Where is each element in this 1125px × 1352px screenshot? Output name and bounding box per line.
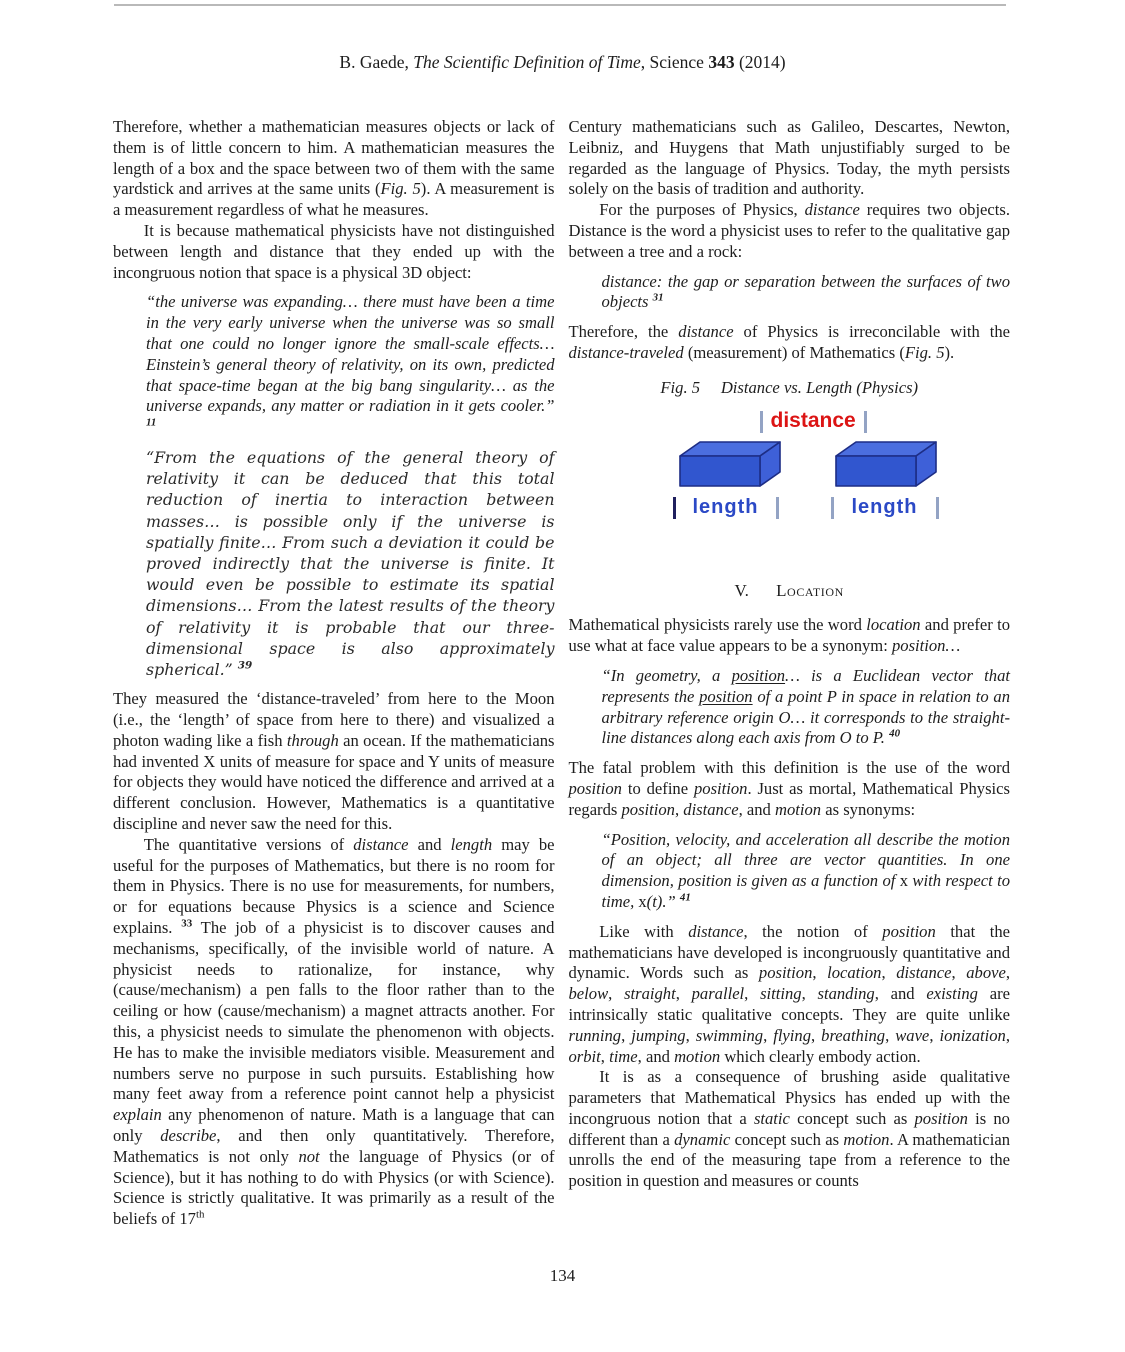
- text-run: ,: [685, 1025, 696, 1045]
- text-run: position: [568, 778, 622, 798]
- length-label-group-right: [831, 497, 939, 519]
- box-front-face: [680, 456, 760, 486]
- text-run: to define: [621, 778, 694, 798]
- block-quote: [602, 272, 1011, 314]
- text-run: and: [408, 834, 451, 854]
- paragraph: [569, 758, 1011, 820]
- text-run: , the notion of: [743, 921, 883, 941]
- text-run: motion: [843, 1129, 890, 1149]
- text-run: “In geometry, a: [601, 665, 732, 685]
- text-run: ,: [763, 1025, 774, 1045]
- distance-bracket-bar-left: [760, 411, 763, 433]
- top-rule: [114, 4, 1006, 6]
- text-run: requires two objects. Distance is the word a physicist uses to refer to the qualitative gap between a tree and a rock:: [568, 200, 1010, 261]
- text-run: It is as a consequence of brushing aside qualitative parameters that Mathematical Physics has ended up with the incongruous notion that a: [568, 1067, 1010, 1128]
- text-run: Fig. 5: [904, 342, 945, 362]
- paragraph: [569, 322, 1011, 364]
- text-run: (t).”: [646, 891, 680, 911]
- text-run: jumping: [631, 1025, 686, 1045]
- text-run: wave: [895, 1025, 930, 1045]
- box-right-3d: [835, 441, 937, 487]
- text-run: distance: [678, 322, 734, 342]
- text-run: (measurement) of Mathematics (: [683, 342, 905, 362]
- block-quote: [602, 830, 1011, 913]
- text-run: , and: [738, 799, 775, 819]
- text-run: ,: [1005, 963, 1011, 983]
- text-run: any phenomenon of nature. Math is a language that can only: [113, 1105, 555, 1145]
- text-run: position: [914, 1108, 968, 1128]
- text-run: Century mathematicians such as Galileo, Descartes, Newton, Leibniz, and Huygens that Math unjustifiably surged to be regarded as the language of Physics. Today, the myth persists solely on the basis of tradition and authority.: [568, 117, 1010, 199]
- text-run: distance: [683, 799, 739, 819]
- text-run: is no different than a: [568, 1108, 1010, 1149]
- block-quote: [146, 447, 555, 680]
- text-run: breathing: [821, 1025, 886, 1045]
- text-run: B. Gaede,: [339, 52, 414, 72]
- page-number: 134: [549, 1266, 576, 1285]
- text-run: describe: [160, 1125, 217, 1145]
- distance-label: distance: [770, 409, 856, 433]
- text-run: It is because mathematical physicists have not distinguished between length and distance that they ended up with the incongruous notion that space is a physical 3D object:: [113, 220, 555, 282]
- text-run: ). A measurement is a measurement regardless of what he measures.: [113, 179, 555, 220]
- text-run: “From the equations of the general theory of relativity it can be deduced that this total reduction of inertia to interaction between masses… is possible only if the universe is spatially finite… From such a deviation it could be proved indirectly that the universe is finite. It would even be possible to estimate its spatial dimensions… From the latest results of the theory of relativity it is probable that our three-dimensional space is also approximately spherical.”: [146, 447, 555, 679]
- text-run: , and: [874, 984, 927, 1004]
- text-run: 343: [708, 52, 735, 72]
- right-column-upper: [569, 117, 1011, 399]
- text-run: straight: [624, 984, 676, 1004]
- text-run: , and then only quantitatively. Therefore, Mathematics is not only: [113, 1125, 555, 1166]
- text-run: V.: [734, 580, 749, 600]
- text-run: ,: [801, 984, 818, 1004]
- text-run: ,: [881, 963, 897, 983]
- text-run: location: [866, 615, 921, 635]
- text-run: swimming: [695, 1025, 764, 1045]
- length-bracket-bar-right: [776, 497, 779, 519]
- text-run: distance-traveled: [568, 342, 684, 362]
- text-run: motion: [774, 799, 822, 819]
- text-run: running: [568, 1025, 622, 1045]
- length-label-group-left: [673, 497, 779, 519]
- text-run: ,: [951, 963, 967, 983]
- right-column: [569, 117, 1011, 1230]
- text-run: They measured the ‘distance-traveled’ from here to the Moon (i.e., the ‘length’ of space from here to there) and visualized a photon wading like a fish: [113, 689, 555, 750]
- two-column-body: [113, 117, 1010, 1230]
- text-run: position: [731, 665, 786, 685]
- text-run: Fig. 5: [660, 377, 701, 397]
- paragraph: [113, 221, 555, 283]
- text-run: x: [899, 871, 909, 891]
- text-run: Fig. 5: [380, 179, 421, 199]
- text-run: sitting: [760, 984, 802, 1004]
- text-run: that the mathematicians have developed is incongruously quantitative and dynamic. Words such as: [568, 921, 1011, 983]
- text-run: ,: [674, 799, 684, 819]
- text-run: of a point P in space in relation to an arbitrary reference origin O… it corresponds to the straight-line distances along each axis from O to P.: [601, 686, 1010, 748]
- box-front-face: [836, 456, 916, 486]
- paragraph: [113, 689, 555, 835]
- text-run: length: [450, 834, 493, 854]
- text-run: above: [966, 963, 1006, 983]
- text-run: Therefore, whether a mathematician measures objects or lack of them is of little concern to him. A mathematician measures the length of a box and the space between two of them with the same yardstick and arrives at the same units (: [113, 117, 555, 199]
- section-heading: [569, 581, 1011, 602]
- text-run: ,: [929, 1025, 940, 1045]
- text-run: ,: [1005, 1025, 1010, 1045]
- text-run: standing: [817, 984, 875, 1004]
- text-run: static: [753, 1108, 790, 1128]
- block-quote: [602, 666, 1011, 749]
- text-run: as synonyms:: [821, 799, 916, 819]
- distance-bracket-bar-right: [864, 411, 867, 433]
- text-run: parallel: [691, 984, 745, 1004]
- text-run: ).: [944, 342, 955, 362]
- text-run: ,: [600, 1046, 610, 1066]
- text-run: distance: [688, 921, 744, 941]
- length-bracket-bar-left: [831, 497, 834, 519]
- figure-5: [569, 409, 1011, 559]
- block-quote: [146, 292, 555, 438]
- text-run: Location: [776, 580, 844, 600]
- paragraph: [569, 922, 1011, 1068]
- paragraph: [113, 835, 555, 1230]
- text-run: Like with: [599, 921, 689, 941]
- text-run: The Scientific Definition of Time: [413, 52, 641, 72]
- text-run: (2014): [734, 52, 786, 72]
- text-run: , and: [637, 1046, 675, 1066]
- text-run: distance: [896, 963, 952, 983]
- text-run: with respect to time,: [601, 871, 1010, 911]
- text-run: ,: [811, 1025, 822, 1045]
- text-run: not: [298, 1146, 320, 1166]
- text-run: position…: [891, 636, 961, 656]
- text-run: position: [621, 799, 675, 819]
- text-run: dynamic: [674, 1129, 731, 1149]
- text-run: may be useful for the purposes of Mathematics, but there is no room for them in Physics. There is no use for measurements, for numbers, or for equations because Physics is a science and Science explains.: [113, 834, 555, 937]
- text-run: 40: [889, 727, 901, 740]
- length-label-left: length: [692, 496, 759, 519]
- paragraph: [569, 1067, 1011, 1192]
- paragraph: [113, 117, 555, 221]
- text-run: “Position, velocity, and acceleration all describe the motion of an object; all three are vector quantities. In one dimension, position is given as a function of: [601, 829, 1010, 891]
- text-run: The fatal problem with this definition is the use of the word: [568, 758, 1010, 778]
- text-run: 41: [679, 891, 691, 904]
- running-header: [0, 52, 1125, 73]
- paragraph: [569, 200, 1011, 262]
- text-run: Mathematical physicists rarely use the word: [568, 615, 867, 635]
- text-run: 33: [181, 917, 193, 930]
- text-run: distance: [804, 200, 860, 220]
- text-run: existing: [926, 984, 978, 1004]
- text-run: position: [882, 921, 936, 941]
- text-run: 39: [237, 659, 253, 672]
- text-run: ,: [744, 984, 761, 1004]
- text-run: Distance vs. Length (Physics): [720, 377, 919, 397]
- text-run: and prefer to use what at face value appears to be a synonym:: [568, 615, 1010, 656]
- text-run: through: [286, 730, 339, 750]
- text-run: position: [758, 963, 813, 983]
- text-run: For the purposes of Physics,: [599, 200, 805, 220]
- text-run: are intrinsically static qualitative concepts. They are quite unlike: [568, 984, 1010, 1024]
- text-run: The job of a physicist is to discover causes and mechanisms, specifically, of the invisible world of nature. A physicist needs to rationalize, for instance, why (cause/mechanism) a pen falls to the floor rather than to the ceiling or how (cause/mechanism) a magnet attracts another. For this, a physicist needs to simulate the phenomenon with objects. He has to make the invisible mediators visible. Measurement and numbers serve no purpose in such pursuits. Establishing how many feet away from a reference point cannot help a physicist: [113, 917, 555, 1104]
- text-run: ,: [621, 1025, 632, 1045]
- length-bracket-bar-right: [936, 497, 939, 519]
- text-run: ,: [885, 1025, 896, 1045]
- text-run: … is a Euclidean vector that represents the: [601, 665, 1010, 706]
- text-run: ,: [812, 963, 828, 983]
- text-run: distance: the gap or separation between the surfaces of two objects: [601, 271, 1010, 312]
- text-run: time: [609, 1046, 638, 1066]
- text-run: motion: [674, 1046, 721, 1066]
- text-run: . Just as mortal, Mathematical Physics regards: [568, 778, 1010, 819]
- text-run: explain: [113, 1105, 162, 1125]
- box-left-3d: [679, 441, 781, 487]
- text-run: , Science: [640, 52, 709, 72]
- text-run: The quantitative versions of: [143, 834, 354, 854]
- right-column-lower: [569, 581, 1011, 1193]
- text-run: the language of Physics (or of Science), but it has nothing to do with Physics (or with Science). Science is strictly qualitative. It was primarily as a result of the beliefs of 17: [113, 1146, 555, 1229]
- paragraph: [569, 117, 1011, 200]
- text-run: which clearly embody action.: [720, 1046, 921, 1066]
- text-run: Therefore, the: [568, 322, 679, 342]
- text-run: th: [195, 1208, 205, 1221]
- distance-label-group: [760, 411, 867, 433]
- text-run: concept such as: [789, 1108, 915, 1128]
- running-header-text: [0, 52, 1125, 73]
- text-run: “the universe was expanding… there must have been a time in the very early universe when the universe was so small that one could no longer ignore the small-scale effects… Einstein’s general theory of relativity, on its own, predicted that space-time began at the big bang singularity… as the universe expands, any matter or radiation in it gets cooler.”: [146, 292, 555, 416]
- text-run: 31: [652, 291, 664, 304]
- text-run: position: [699, 686, 753, 706]
- text-run: 11: [146, 416, 157, 429]
- left-column: [113, 117, 555, 1230]
- text-run: location: [827, 963, 882, 983]
- paragraph: [569, 615, 1011, 657]
- text-run: an ocean. If the mathematicians had invented X units of measure for space and Y units of measure for objects they would have noticed the difference and arrived at a different conclusion. However, Mathematics is a quantitative discipline and never saw the need for this.: [113, 730, 555, 833]
- text-run: ,: [675, 984, 692, 1004]
- text-run: orbit: [568, 1046, 601, 1066]
- text-run: concept such as: [730, 1129, 844, 1149]
- text-run: of Physics is irreconcilable with the: [733, 322, 1010, 342]
- length-bracket-bar-left: [673, 497, 676, 519]
- text-run: below: [568, 984, 609, 1004]
- text-run: position: [693, 778, 748, 798]
- text-run: . A mathematician unrolls the end of the measuring tape from a reference to the position in question and measures or counts: [568, 1129, 1011, 1191]
- text-run: ,: [608, 984, 625, 1004]
- text-run: x: [638, 891, 647, 911]
- length-label-right: length: [851, 496, 918, 519]
- text-run: distance: [353, 834, 409, 854]
- text-run: flying: [773, 1025, 811, 1045]
- text-run: ionization: [939, 1025, 1006, 1045]
- figure-caption: [569, 378, 1011, 399]
